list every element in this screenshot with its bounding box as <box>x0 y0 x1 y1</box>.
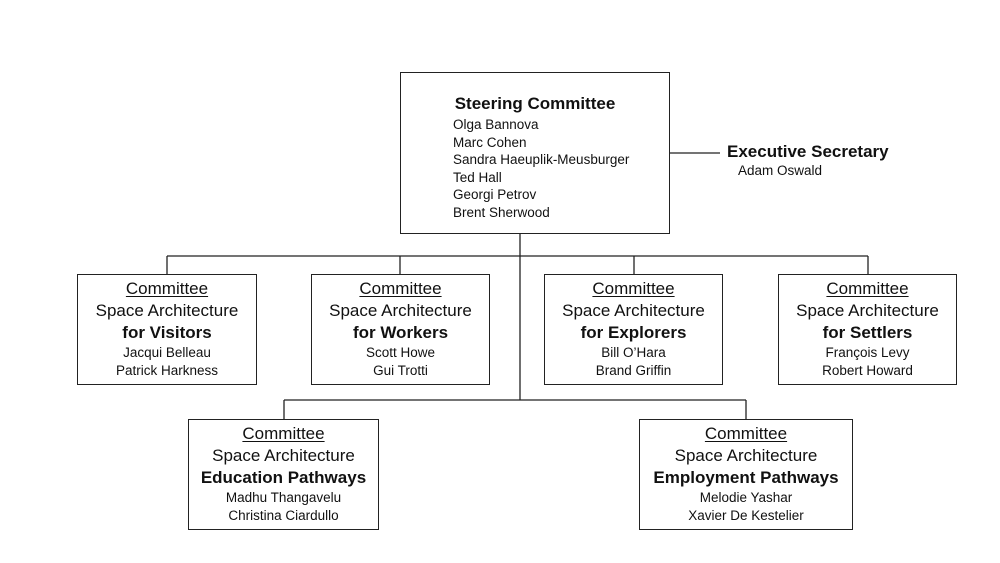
committee-name: for Explorers <box>580 323 687 342</box>
committee-workers <box>311 274 490 385</box>
committee-subtitle: Space Architecture <box>212 446 355 465</box>
committee-label: Committee <box>359 279 442 298</box>
committee-education-pathways <box>188 419 379 530</box>
committee-subtitle: Space Architecture <box>95 301 239 320</box>
steering-committee-title: Steering Committee <box>454 94 616 113</box>
committee-explorers <box>544 274 723 385</box>
committee-label: Committee <box>242 424 325 443</box>
steering-member: Georgi Petrov <box>453 187 537 202</box>
committee-name: for Visitors <box>122 323 212 342</box>
steering-members <box>401 116 669 221</box>
committee-employment-pathways <box>639 419 853 530</box>
committee-name: Employment Pathways <box>653 468 839 487</box>
committee-settlers <box>778 274 957 385</box>
committee-member: Melodie Yashar <box>699 490 793 505</box>
committee-member: Madhu Thangavelu <box>225 490 342 505</box>
steering-member: Marc Cohen <box>453 134 527 150</box>
steering-member: Olga Bannova <box>453 117 539 132</box>
committee-subtitle: Space Architecture <box>562 301 705 320</box>
committee-member: Bill O’Hara <box>601 345 666 360</box>
steering-member: Ted Hall <box>453 169 502 185</box>
committee-label: Committee <box>125 279 209 298</box>
committee-member: Patrick Harkness <box>115 362 219 378</box>
committee-subtitle: Space Architecture <box>796 301 939 320</box>
committee-name: for Settlers <box>822 323 913 342</box>
committee-member: Gui Trotti <box>373 362 428 378</box>
executive-secretary-member: Adam Oswald <box>738 163 823 178</box>
committee-member: François Levy <box>825 345 910 360</box>
committee-member: Robert Howard <box>822 362 913 378</box>
steering-member: Sandra Haeuplik-Meusburger <box>453 152 630 167</box>
committee-member: Jacqui Belleau <box>123 345 211 360</box>
committee-member: Xavier De Kestelier <box>688 507 804 523</box>
committee-subtitle: Space Architecture <box>674 446 818 465</box>
committee-member: Brand Griffin <box>595 362 672 378</box>
executive-secretary <box>727 142 889 179</box>
committee-label: Committee <box>704 424 788 443</box>
committee-name: for Workers <box>352 323 449 342</box>
executive-secretary-title: Executive Secretary <box>727 142 889 161</box>
steering-committee-box <box>400 72 670 234</box>
committee-visitors <box>77 274 257 385</box>
committee-label: Committee <box>592 279 675 298</box>
committee-subtitle: Space Architecture <box>329 301 472 320</box>
committee-member: Christina Ciardullo <box>228 507 339 523</box>
steering-member: Brent Sherwood <box>453 204 550 220</box>
committee-label: Committee <box>826 279 909 298</box>
committee-member: Scott Howe <box>365 345 436 360</box>
committee-name: Education Pathways <box>200 468 367 487</box>
